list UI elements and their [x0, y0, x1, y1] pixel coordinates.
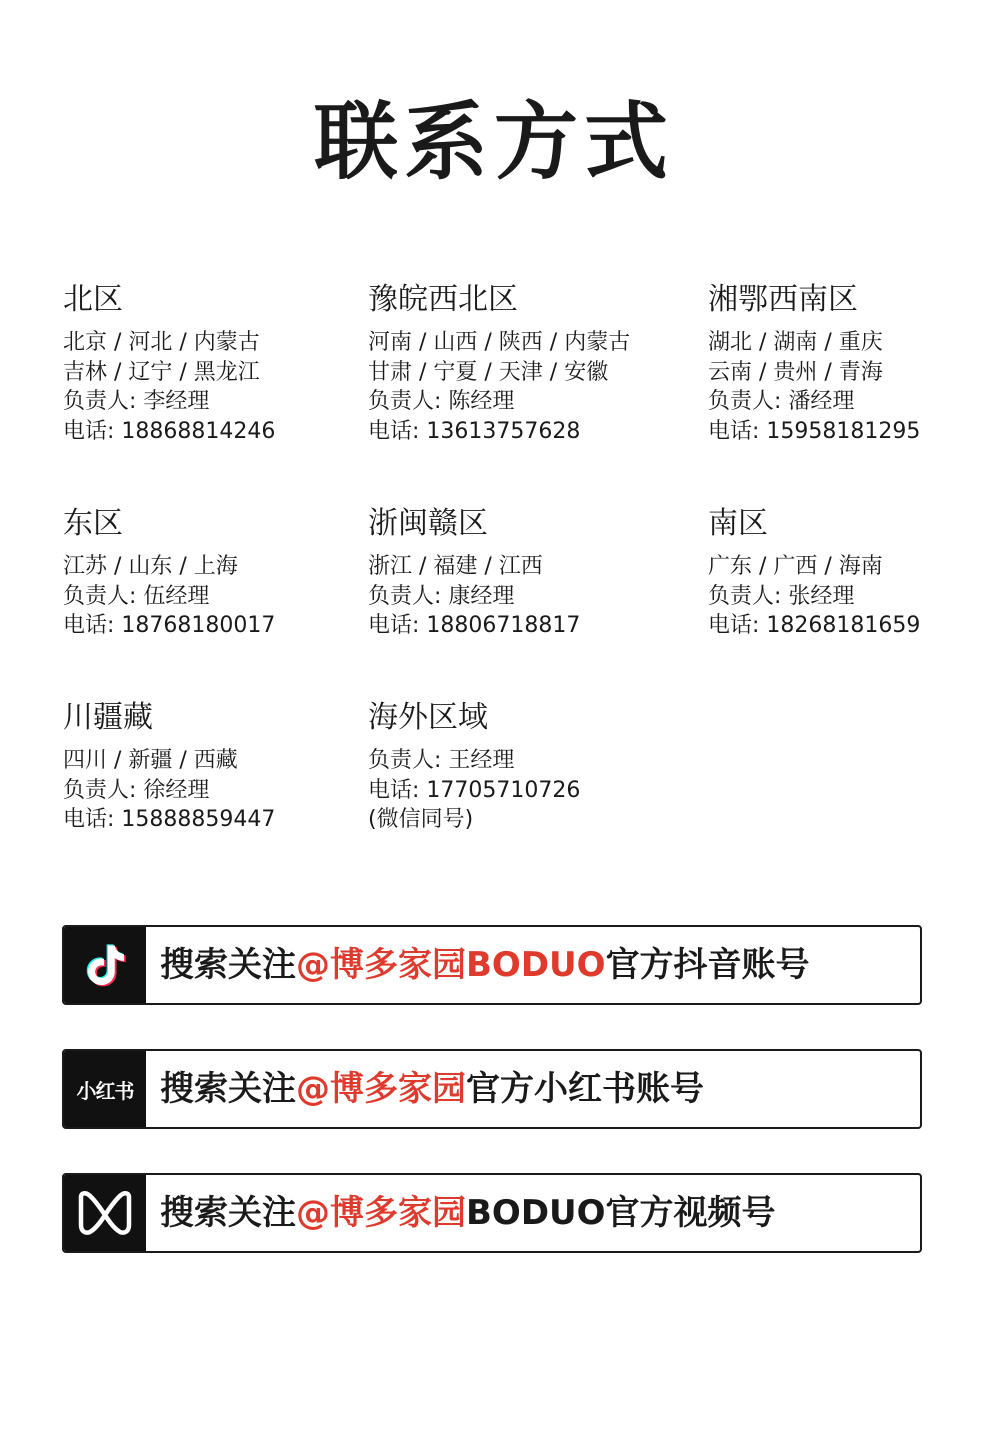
banner-text	[146, 945, 810, 985]
region-east	[63, 506, 353, 641]
page-title: 联系方式	[313, 93, 674, 191]
region-overseas	[368, 700, 658, 835]
douyin-follow-banner[interactable]	[62, 925, 922, 1005]
region-manager: 负责人: 徐经理	[63, 777, 210, 803]
banner-handle[interactable]: @博多家园	[296, 1193, 466, 1233]
region-phone[interactable]: 电话: 18268181659	[708, 613, 921, 638]
region-name: 川疆藏	[63, 700, 153, 735]
region-south	[708, 506, 988, 641]
banner-prefix: 搜索关注	[160, 1193, 296, 1233]
xiaohongshu-follow-banner[interactable]	[62, 1049, 922, 1129]
region-name: 浙闽赣区	[368, 506, 488, 541]
region-provinces: 云南 / 贵州 / 青海	[708, 359, 883, 385]
region-phone[interactable]: 电话: 15888859447	[63, 807, 276, 832]
region-sichuan-xinjiang-tibet	[63, 700, 353, 835]
banner-text	[146, 1069, 704, 1109]
region-manager: 负责人: 康经理	[368, 583, 515, 609]
region-north	[63, 282, 353, 446]
region-provinces: 广东 / 广西 / 海南	[708, 554, 883, 579]
region-manager: 负责人: 李经理	[63, 389, 210, 414]
banner-suffix: 官方抖音账号	[605, 945, 810, 985]
region-manager: 负责人: 潘经理	[708, 389, 855, 414]
region-henan-anhui-northwest	[368, 282, 658, 446]
region-phone[interactable]: 电话: 17705710726	[368, 777, 581, 803]
banner-handle[interactable]: @博多家园BODUO	[296, 945, 606, 985]
region-phone[interactable]: 电话: 18806718817	[368, 613, 581, 638]
xiaohongshu-logo-text: 小红书	[76, 1078, 134, 1103]
banner-suffix: 官方小红书账号	[466, 1069, 704, 1109]
region-phone[interactable]: 电话: 15958181295	[708, 418, 921, 444]
region-name: 海外区域	[368, 700, 488, 735]
banner-handle[interactable]: @博多家园	[296, 1069, 466, 1109]
banner-suffix: BODUO官方视频号	[466, 1193, 776, 1233]
region-manager: 负责人: 王经理	[368, 748, 515, 773]
region-phone[interactable]: 电话: 13613757628	[368, 418, 581, 444]
region-name: 东区	[63, 506, 123, 541]
region-provinces: 四川 / 新疆 / 西藏	[63, 748, 238, 773]
tiktok-icon	[64, 927, 146, 1003]
wechat-channels-follow-banner[interactable]	[62, 1173, 922, 1253]
banner-prefix: 搜索关注	[160, 1069, 296, 1109]
region-manager: 负责人: 伍经理	[63, 583, 210, 609]
wechat-channels-icon	[64, 1175, 146, 1251]
region-provinces: 北京 / 河北 / 内蒙古	[63, 330, 260, 355]
region-phone[interactable]: 电话: 18768180017	[63, 613, 276, 638]
region-provinces: 浙江 / 福建 / 江西	[368, 554, 543, 579]
region-name: 南区	[708, 506, 768, 541]
banner-text	[146, 1193, 776, 1233]
region-provinces: 吉林 / 辽宁 / 黑龙江	[63, 359, 260, 385]
region-provinces: 湖北 / 湖南 / 重庆	[708, 330, 883, 355]
region-name: 豫皖西北区	[368, 282, 518, 317]
region-note: (微信同号)	[368, 807, 474, 832]
region-manager: 负责人: 张经理	[708, 583, 855, 609]
region-provinces: 江苏 / 山东 / 上海	[63, 554, 238, 579]
region-phone[interactable]: 电话: 18868814246	[63, 418, 276, 444]
region-manager: 负责人: 陈经理	[368, 389, 515, 414]
region-provinces: 河南 / 山西 / 陕西 / 内蒙古	[368, 330, 631, 355]
region-name: 湘鄂西南区	[708, 282, 858, 317]
banner-prefix: 搜索关注	[160, 945, 296, 985]
region-name: 北区	[63, 282, 123, 317]
region-provinces: 甘肃 / 宁夏 / 天津 / 安徽	[368, 359, 609, 385]
region-hunan-hubei-southwest	[708, 282, 988, 446]
xiaohongshu-icon	[64, 1051, 146, 1127]
region-zhejiang-fujian-jiangxi	[368, 506, 658, 641]
